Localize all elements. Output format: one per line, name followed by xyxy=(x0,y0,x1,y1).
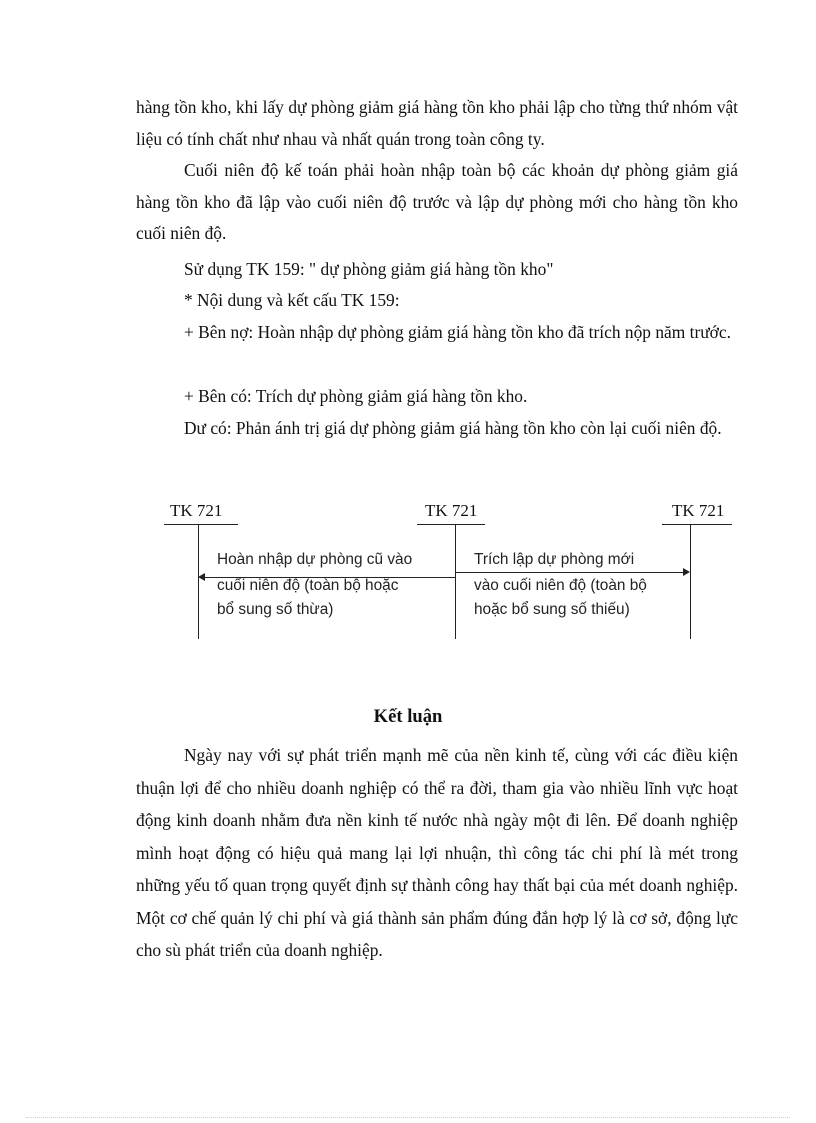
paragraph-inventory-continuation: hàng tồn kho, khi lấy dự phòng giảm giá hàng tồn kho phải lập cho từng thứ nhóm vật liệu có tính chất như nhau và nhất quán trong toàn công ty. xyxy=(136,97,738,149)
flow-provision-line-2: vào cuối niên độ (toàn bộ xyxy=(474,577,647,594)
account-label-right: TK 721 xyxy=(672,501,725,520)
account-rule-right xyxy=(662,524,732,525)
paragraph-debit-side: + Bên nợ: Hoàn nhập dự phòng giảm giá hàng tồn kho đã trích nộp năm trước. xyxy=(184,322,731,342)
arrow-head-left xyxy=(198,573,205,581)
account-axis-right xyxy=(690,525,691,639)
flow-reversal-line-1: Hoàn nhập dự phòng cũ vào xyxy=(217,551,413,568)
account-label-middle: TK 721 xyxy=(425,501,478,520)
flow-reversal-line-2: cuối niên độ (toàn bộ hoặc xyxy=(217,577,399,594)
arrow-provision xyxy=(455,572,684,573)
account-axis-left xyxy=(198,525,199,639)
page-bottom-border xyxy=(26,1117,790,1118)
conclusion-body: Ngày nay với sự phát triển mạnh mẽ của nền kinh tế, cùng với các điều kiện thuận lợi để cho nhiều doanh nghiệp có thể ra đời, tham gia vào nhiều lĩnh vực hoạt động kinh doanh nhằm đưa nền kinh tế nước nhà ngày một đi lên. Để doanh nghiệp mình hoạt động có hiệu quả mang lại lợi nhuận, thì công tác chi phí là mét trong những yếu tố quan trọng quyết định sự thành công hay thất bại của mét doanh nghiệp. Một cơ chế quản lý chi phí và giá thành sản phẩm đúng đắn hợp lý là cơ sở, động lực cho sù phát triển của doanh nghiệp. xyxy=(136,745,738,960)
paragraph-credit-side: + Bên có: Trích dự phòng giảm giá hàng tồn kho. xyxy=(184,386,528,406)
flow-provision-line-1: Trích lập dự phòng mới xyxy=(474,551,635,568)
paragraph-year-end-reversal: Cuối niên độ kế toán phải hoàn nhập toàn bộ các khoản dự phòng giảm giá hàng tồn kho đã lập vào cuối niên độ trước và lập dự phòng mới cho hàng tồn kho cuối niên độ. xyxy=(136,160,738,243)
flow-reversal-line-3: bổ sung số thừa) xyxy=(217,601,334,618)
account-axis-middle xyxy=(455,525,456,639)
flow-provision-line-3: hoặc bổ sung số thiếu) xyxy=(474,601,630,618)
paragraph-account-159-usage: Sử dụng TK 159: " dự phòng giảm giá hàng tồn kho" xyxy=(184,259,554,279)
conclusion-title: Kết luận xyxy=(373,706,443,727)
account-rule-middle xyxy=(417,524,485,525)
account-label-left: TK 721 xyxy=(170,501,223,520)
arrow-head-right xyxy=(683,568,690,576)
t-account-diagram xyxy=(0,495,816,645)
account-rule-left xyxy=(164,524,238,525)
paragraph-account-159-structure: * Nội dung và kết cấu TK 159: xyxy=(184,290,400,310)
paragraph-credit-balance: Dư có: Phản ánh trị giá dự phòng giảm giá hàng tồn kho còn lại cuối niên độ. xyxy=(184,418,722,438)
